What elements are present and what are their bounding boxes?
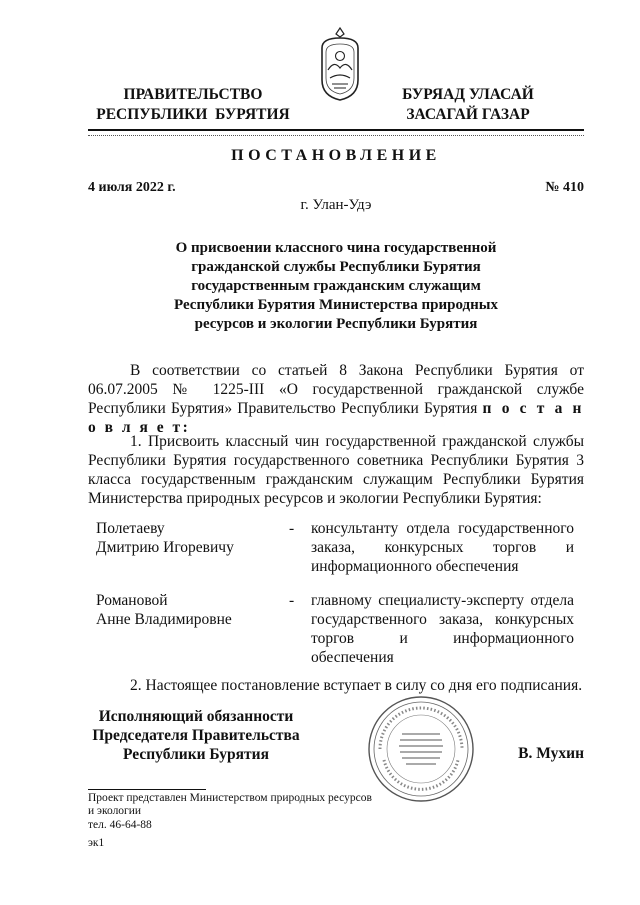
document-subject: О присвоении классного чина государственной гражданской службы Республики Бурятия государственным гражданским служащим Республики Бурятия Министерства природных ресурсов и экологии Республики Бурятия [174, 240, 498, 332]
header-dotted-divider [88, 135, 584, 136]
document-date: 4 июля 2022 г. [88, 180, 176, 195]
appointee-dash: - [289, 592, 295, 609]
appointee-name: Полетаеву Дмитрию Игоревичу [96, 520, 234, 556]
appointee-position: консультанту отдела государственного заказа, конкурсных торгов и информационного обеспечения [311, 520, 574, 575]
appointee-name: Романовой Анне Владимировне [96, 592, 232, 628]
resolution-keyword: п о с т а н о в л я е т: [88, 400, 584, 436]
item-1-paragraph: 1. Присвоить классный чин государственной гражданской службы Республики Бурятия государственного советника Республики Бурятия 3 класса государственным гражданским служащим Республики Бурятия Министерства природных ресурсов и экологии Республики Бурятия: [88, 433, 584, 507]
footnote-phone: тел. 46-64-88 [88, 819, 152, 831]
signatory-title: Исполняющий обязанности Председателя Правительства Республики Бурятия [92, 708, 300, 763]
item-2-paragraph: 2. Настоящее постановление вступает в силу со дня его подписания. [130, 677, 583, 694]
footnote-text: Проект представлен Министерством природных ресурсов и экологии [88, 792, 372, 817]
signatory-name: В. Мухин [518, 745, 584, 762]
document-city: г. Улан-Удэ [300, 197, 372, 213]
appointee-position: главному специалисту-эксперту отдела государственного заказа, конкурсных торгов и информационного обеспечения [311, 592, 574, 666]
government-name-russian: ПРАВИТЕЛЬСТВО РЕСПУБЛИКИ БУРЯТИЯ [96, 86, 290, 123]
coat-of-arms-icon [318, 24, 362, 104]
government-name-buryat: БУРЯАД УЛАСАЙ ЗАСАГАЙ ГАЗАР [402, 86, 534, 123]
preamble-paragraph: В соответствии со статьей 8 Закона Республики Бурятия от 06.07.2005 № 1225-III «О государственной гражданской службе Республики Бурятия» Правительство Республики Бурятия п о с т а н о в л я е т: [88, 362, 584, 436]
header-divider [88, 129, 584, 131]
appointee-dash: - [289, 520, 295, 537]
document-title: ПОСТАНОВЛЕНИЕ [231, 147, 441, 164]
document-number: № 410 [545, 180, 584, 195]
document-code: эк1 [88, 837, 105, 849]
footnote-divider [88, 789, 206, 790]
official-stamp [366, 694, 476, 804]
